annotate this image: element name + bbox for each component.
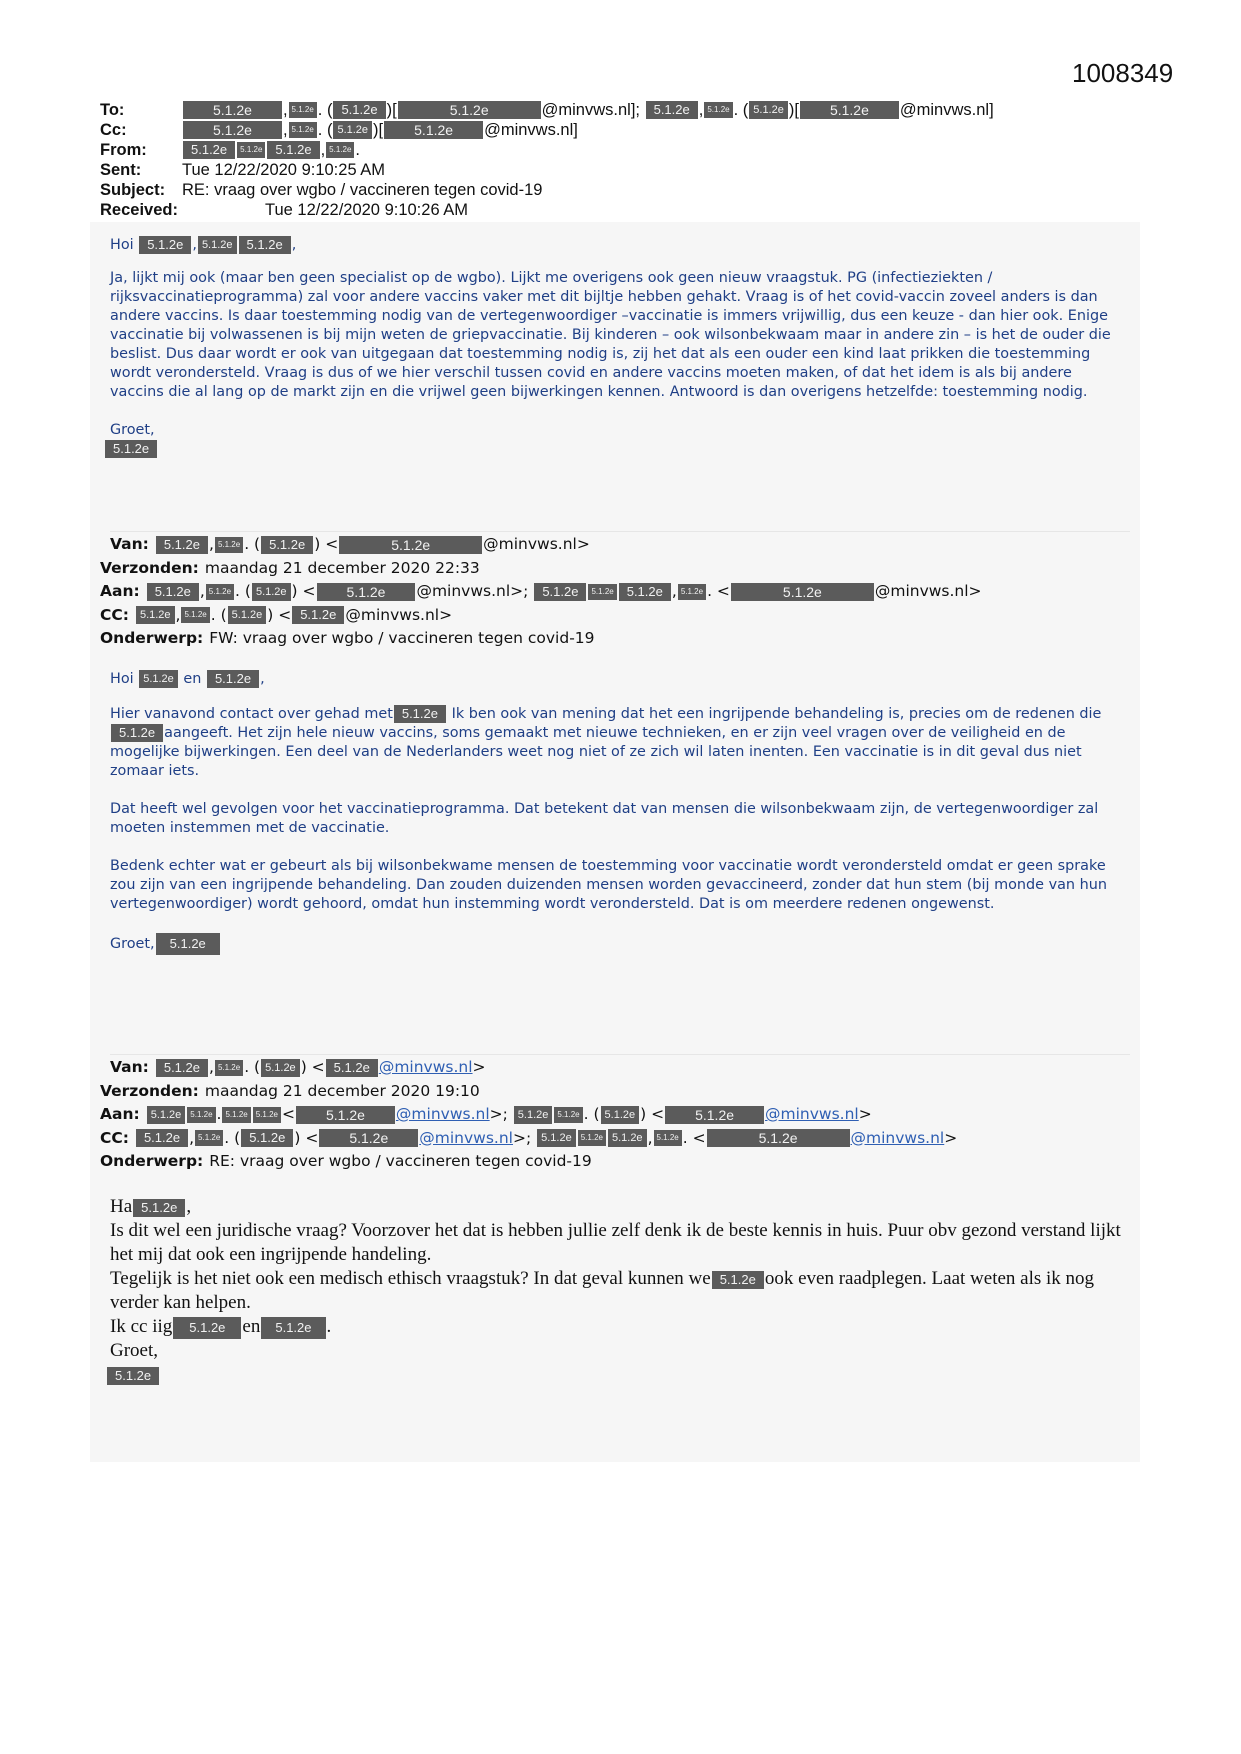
cc-row: Cc: 5.1.2e , 5.1.2e . ( 5.1.2e )[ 5.1.2e @minvws.nl] [100,121,578,139]
redaction: 5.1.2e [198,236,237,254]
email3-signature [106,1363,1130,1387]
onderwerp-row [100,1150,957,1174]
redaction: 5.1.2e [731,583,874,601]
verzonden-value: maandag 21 december 2020 22:33 [204,558,480,577]
sent-value: Tue 12/22/2020 9:10:25 AM [182,161,386,179]
redaction: 5.1.2e [147,583,199,601]
redaction: 5.1.2e [237,142,265,158]
redaction: 5.1.2e [317,583,416,601]
redaction: 5.1.2e [183,121,282,139]
redaction: 5.1.2e [800,101,899,119]
redaction: 5.1.2e [749,101,788,119]
verzonden-label: Verzonden: [100,1081,199,1100]
redaction: 5.1.2e [181,607,209,623]
aan-row: Aan: 5.1.2e , 5.1.2e . ( 5.1.2e ) < 5.1.2e @minvws.nl>; 5.1.2e 5.1.2e 5.1.2e , 5.1.2e . < 5.1.2e @minvws.nl> [100,580,982,604]
from-label: From: [100,141,147,159]
redaction: 5.1.2e [252,583,291,601]
redaction: 5.1.2e [394,705,446,723]
redaction: 5.1.2e [333,101,385,119]
email3-body [110,1195,1130,1387]
redaction: 5.1.2e [222,1107,250,1123]
received-row [100,200,994,220]
redaction: 5.1.2e [665,1106,764,1124]
redaction: 5.1.2e [537,1129,576,1147]
subject-row [100,180,994,200]
email1-closing: Groet, [110,422,155,438]
sent-label: Sent: [100,161,142,179]
cc-label: CC: [100,605,129,624]
cc-label: Cc: [100,121,127,139]
redaction: 5.1.2e [107,1367,159,1385]
redaction: 5.1.2e [339,536,482,554]
redaction: 5.1.2e [133,1199,185,1217]
email2-body [110,670,1120,955]
email3-header [100,1056,957,1174]
email1-signature [104,440,1120,459]
redaction: 5.1.2e [619,583,671,601]
redaction: 5.1.2e [534,583,586,601]
redaction: 5.1.2e [333,121,372,139]
redaction: 5.1.2e [228,606,267,624]
to-domain: @minvws.nl] [899,101,994,119]
redaction: 5.1.2e [195,1130,223,1146]
redaction: 5.1.2e [712,1271,764,1289]
redaction: 5.1.2e [514,1106,553,1124]
email3-closing: Groet, [110,1340,159,1361]
redaction: 5.1.2e [261,1059,300,1077]
email2-paragraph-3: Bedenk echter wat er gebeurt als bij wilsonbekwame mensen de toestemming voor vaccinatie wordt verondersteld omdat er geen sprake zou zijn van een ingrijpende behandeling. Dan zouden duizenden mensen worden gevaccineerd, zonder dat hun stem (bij monde van hun vertegenwoordiger) wordt gehoord, omdat hun instemming wordt verondersteld. Dat is om meerdere redenen ongewenst. [110,858,1107,912]
cc-row: CC: 5.1.2e , 5.1.2e . ( 5.1.2e ) < 5.1.2e @minvws.nl> [100,604,982,628]
email1-header [100,100,994,220]
redaction: 5.1.2e [111,724,163,742]
redaction: 5.1.2e [326,142,354,158]
van-label: Van: [110,1058,149,1076]
onderwerp-value: FW: vraag over wgbo / vaccineren tegen covid-19 [209,629,595,647]
from-row: From: 5.1.2e 5.1.2e 5.1.2e , 5.1.2e . [100,141,360,159]
redaction: 5.1.2e [289,102,317,118]
redaction: 5.1.2e [187,1107,215,1123]
email3-greeting: Ha 5.1.2e , [110,1196,192,1217]
redaction: 5.1.2e [136,606,175,624]
redaction: 5.1.2e [384,121,483,139]
redaction: 5.1.2e [261,1317,325,1339]
redaction: 5.1.2e [646,101,698,119]
received-label: Received: [100,201,178,219]
cc-domain: @minvws.nl> [345,605,453,624]
subject-label: Subject: [100,181,166,199]
redaction: 5.1.2e [289,122,317,138]
email3-line-3: Ik cc iig 5.1.2e en 5.1.2e . [110,1316,332,1337]
redaction: 5.1.2e [654,1130,682,1146]
onderwerp-label: Onderwerp: [100,1152,204,1170]
verzonden-row [100,557,982,581]
van-row: Van: 5.1.2e , 5.1.2e . ( 5.1.2e ) < 5.1.2e @minvws.nl> [100,533,982,557]
email1-body [110,236,1120,459]
redaction: 5.1.2e [156,1059,208,1077]
redaction: 5.1.2e [601,1106,640,1124]
redaction: 5.1.2e [554,1107,582,1123]
redaction: 5.1.2e [296,1106,395,1124]
redaction: 5.1.2e [707,1129,850,1147]
redaction: 5.1.2e [215,1060,243,1076]
redaction: 5.1.2e [326,1059,378,1077]
divider [110,531,1130,532]
email3-line-2: Tegelijk is het niet ook een medisch ethisch vraagstuk? In dat geval kunnen we 5.1.2e ook even raadplegen. Laat weten als ik nog verder kan helpen. [110,1268,1095,1313]
redaction: 5.1.2e [578,1130,606,1146]
aan-label: Aan: [100,582,140,600]
aan-label: Aan: [100,1105,140,1123]
cc-row: CC: 5.1.2e , 5.1.2e . ( 5.1.2e ) < 5.1.2e @minvws.nl >; 5.1.2e 5.1.2e 5.1.2e , 5.1.2e . < 5.1.2e @minvws.nl > [100,1127,957,1151]
cc-label: CC: [100,1128,129,1147]
email2-closing: Groet, 5.1.2e [110,933,1120,955]
document-number: 1008349 [1072,58,1174,88]
to-domain: @minvws.nl]; [541,101,640,119]
redaction: 5.1.2e [253,1107,281,1123]
to-label: To: [100,101,125,119]
email1-greeting: Hoi 5.1.2e , 5.1.2e 5.1.2e , [110,237,297,253]
verzonden-row [100,1080,957,1104]
redaction: 5.1.2e [156,933,220,955]
sent-row [100,160,994,180]
aan-email-link[interactable]: @minvws.nl [395,1105,490,1123]
verzonden-value: maandag 21 december 2020 19:10 [204,1081,480,1100]
redaction: 5.1.2e [398,101,541,119]
aan-email-link[interactable]: @minvws.nl [765,1105,859,1123]
redaction: 5.1.2e [136,1129,188,1147]
onderwerp-value: RE: vraag over wgbo / vaccineren tegen covid-19 [209,1152,592,1170]
divider [110,1054,1130,1055]
cc-domain: @minvws.nl] [484,121,578,139]
email1-paragraph: Ja, lijkt mij ook (maar ben geen specialist op de wgbo). Lijkt me overigens ook geen nieuw vraagstuk. PG (infectieziekten / rijksvaccinatieprogramma) zal voor andere vaccins vaker met dit bijltje hebben gehakt. Vraag is of het covid-vaccin zoveel anders is dan andere vaccins. Is daar toestemming nodig van de vertegenwoordiger –vaccinatie is immers vrijwillig, dus een keuze - dan hier ook. Enige vaccinatie bij volwassenen is bij mijn weten de griepvaccinatie. Bij kinderen – ook wilsonbekwaam maar in andere zin – is het de ouder die beslist. Dus daar wordt er ook van uitgegaan dat toestemming nodig is, zij het dat als een ouder een kind laat prikken die toestemming wordt verondersteld. Vraag is dus of we hier verschil tussen covid en andere vaccins moeten maken, of dat het idem is als bij andere vaccins die al lang op de markt zijn en die vrijwel geen bijwerkingen kennen. Antwoord is dan overigens hetzelfde: toestemming nodig. [110,270,1111,400]
redaction: 5.1.2e [147,1106,186,1124]
cc-email-link[interactable]: @minvws.nl [419,1128,513,1147]
aan-row: Aan: 5.1.2e 5.1.2e . 5.1.2e 5.1.2e < 5.1.2e @minvws.nl >; 5.1.2e 5.1.2e . ( 5.1.2e ) < 5.1.2e @minvws.nl > [100,1103,957,1127]
redaction: 5.1.2e [319,1129,418,1147]
redaction: 5.1.2e [183,141,235,159]
van-domain: @minvws.nl> [483,535,590,553]
aan-domain: @minvws.nl>; [416,582,529,600]
redaction: 5.1.2e [156,536,208,554]
aan-domain: @minvws.nl> [874,582,982,600]
redaction: 5.1.2e [241,1129,293,1147]
email2-greeting: Hoi 5.1.2e en 5.1.2e , [110,671,265,687]
email3-line-1: Is dit wel een juridische vraag? Voorzover het dat is hebben jullie zelf denk ik de beste kennis in huis. Puur obv gezond verstand lijkt het mij dat ook een ingrijpende handeling. [110,1220,1121,1265]
received-value: Tue 12/22/2020 9:10:26 AM [265,201,469,219]
redaction: 5.1.2e [704,102,732,118]
redaction: 5.1.2e [588,584,616,600]
redaction: 5.1.2e [105,440,157,458]
redaction: 5.1.2e [261,536,313,554]
van-email-link[interactable]: @minvws.nl [378,1058,473,1076]
redaction: 5.1.2e [608,1129,647,1147]
redaction: 5.1.2e [267,141,319,159]
email2-paragraph-1: Hier vanavond contact over gehad met 5.1.2e Ik ben ook van mening dat het een ingrijpende behandeling is, precies om de redenen die5.1.2e aangeeft. Het zijn hele nieuw vaccins, soms gemaakt met nieuwe technieken, en er zijn veel vragen over de veiligheid en de mogelijke bijwerkingen. Een deel van de Nederlanders weet nog niet of ze zich wil laten inenten. Een vaccinatie is in dit geval dus niet zomaar iets. [110,706,1102,779]
cc-email-link[interactable]: @minvws.nl [850,1128,945,1147]
redaction: 5.1.2e [206,584,234,600]
verzonden-label: Verzonden: [100,558,199,577]
redaction: 5.1.2e [207,670,259,688]
redaction: 5.1.2e [239,236,291,254]
subject-value: RE: vraag over wgbo / vaccineren tegen covid-19 [182,181,543,199]
onderwerp-row [100,627,982,651]
email2-paragraph-2: Dat heeft wel gevolgen voor het vaccinatieprogramma. Dat betekent dat van mensen die wilsonbekwaam zijn, de vertegenwoordiger zal moeten instemmen met de vaccinatie. [110,801,1099,836]
to-row: To: 5.1.2e , 5.1.2e . ( 5.1.2e )[ 5.1.2e @minvws.nl]; 5.1.2e , 5.1.2e . ( 5.1.2e )[ 5.1.2e @minvws.nl] [100,101,994,119]
van-label: Van: [110,535,149,553]
redaction: 5.1.2e [678,584,706,600]
redaction: 5.1.2e [139,670,178,688]
redaction: 5.1.2e [292,606,344,624]
van-row: Van: 5.1.2e , 5.1.2e . ( 5.1.2e ) < 5.1.2e @minvws.nl > [100,1056,957,1080]
onderwerp-label: Onderwerp: [100,629,204,647]
redaction: 5.1.2e [173,1317,241,1339]
redaction: 5.1.2e [139,236,191,254]
redaction: 5.1.2e [183,101,282,119]
email2-header [100,533,982,651]
redaction: 5.1.2e [215,537,243,553]
